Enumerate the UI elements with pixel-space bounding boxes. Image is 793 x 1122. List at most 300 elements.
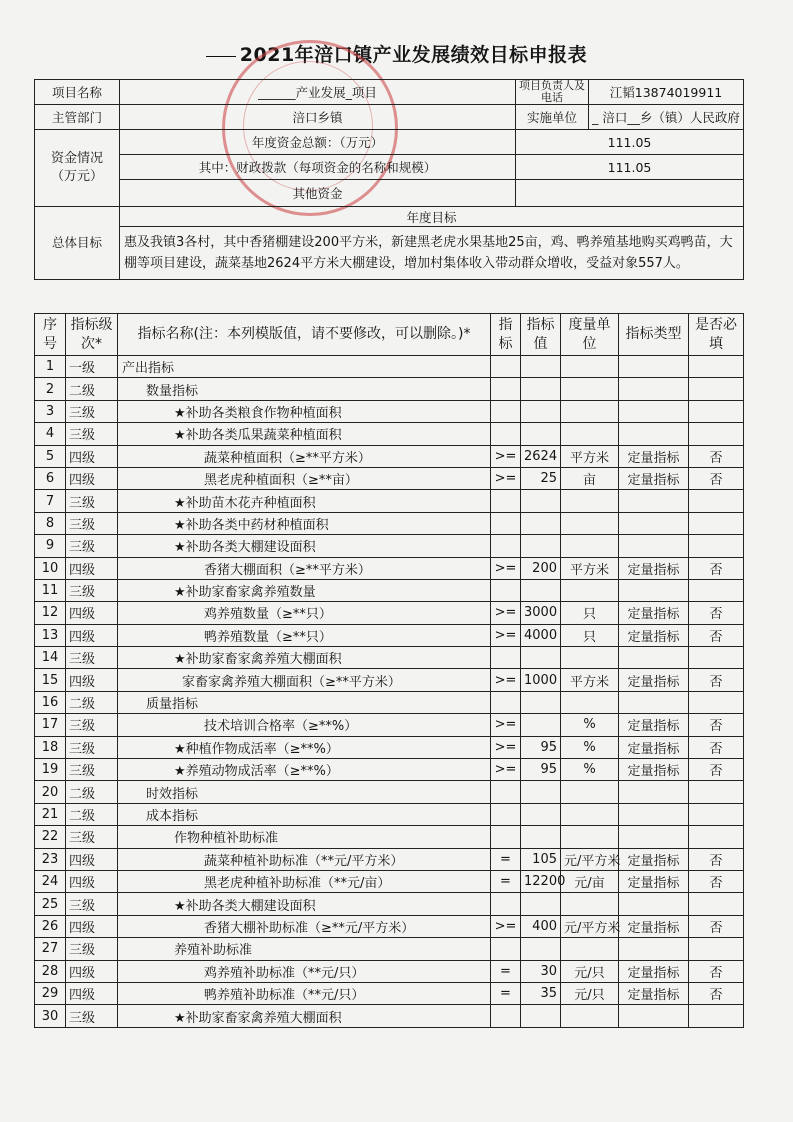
- row-op: [491, 423, 521, 445]
- row-name: 鸭养殖补助标准（**元/只）: [118, 982, 491, 1004]
- row-value: 4000: [521, 624, 561, 646]
- row-op: [491, 512, 521, 534]
- row-type: [619, 423, 689, 445]
- row-op: >=: [491, 669, 521, 691]
- row-op: >=: [491, 557, 521, 579]
- row-value: [521, 356, 561, 378]
- row-value: 1000: [521, 669, 561, 691]
- row-unit: [561, 691, 619, 713]
- row-seq: 20: [35, 781, 66, 803]
- fund-other-value: [516, 180, 744, 207]
- row-name: 作物种植补助标准: [118, 826, 491, 848]
- table-row: [35, 982, 744, 1004]
- project-info-table: [34, 79, 744, 280]
- row-op: [491, 490, 521, 512]
- row-level: 三级: [66, 423, 118, 445]
- row-op: >=: [491, 602, 521, 624]
- row-type: [619, 803, 689, 825]
- row-name: 黑老虎种植面积（≥**亩）: [118, 467, 491, 489]
- row-name: 数量指标: [118, 378, 491, 400]
- row-seq: 14: [35, 647, 66, 669]
- row-unit: [561, 535, 619, 557]
- dept-label: 主管部门: [35, 105, 120, 130]
- row-seq: 2: [35, 378, 66, 400]
- row-unit: [561, 579, 619, 601]
- table-header-row: [35, 314, 744, 356]
- col-required: 是否必填: [689, 314, 744, 356]
- row-type: 定量指标: [619, 759, 689, 781]
- row-op: [491, 826, 521, 848]
- row-value: [521, 490, 561, 512]
- row-op: >=: [491, 445, 521, 467]
- row-unit: 元/亩: [561, 870, 619, 892]
- row-seq: 22: [35, 826, 66, 848]
- row-value: 95: [521, 736, 561, 758]
- row-name: ★种植作物成活率（≥**%）: [118, 736, 491, 758]
- row-unit: 元/只: [561, 960, 619, 982]
- fund-total-value: 111.05: [516, 130, 744, 155]
- row-op: [491, 1005, 521, 1027]
- row-required: 否: [689, 557, 744, 579]
- row-level: 四级: [66, 960, 118, 982]
- row-unit: [561, 781, 619, 803]
- row-required: 否: [689, 870, 744, 892]
- row-op: >=: [491, 467, 521, 489]
- row-seq: 8: [35, 512, 66, 534]
- row-value: [521, 714, 561, 736]
- row-level: 一级: [66, 356, 118, 378]
- row-unit: [561, 893, 619, 915]
- table-row: [35, 512, 744, 534]
- row-name: 香猪大棚面积（≥**平方米）: [118, 557, 491, 579]
- row-name: 鸭养殖数量（≥**只）: [118, 624, 491, 646]
- row-seq: 25: [35, 893, 66, 915]
- row-value: [521, 512, 561, 534]
- row-level: 三级: [66, 893, 118, 915]
- row-name: 产出指标: [118, 356, 491, 378]
- row-type: [619, 356, 689, 378]
- row-level: 四级: [66, 870, 118, 892]
- table-row: [35, 826, 744, 848]
- title-text: 2021年涪口镇产业发展绩效目标申报表: [239, 44, 588, 66]
- row-required: 否: [689, 467, 744, 489]
- table-row: [35, 893, 744, 915]
- row-unit: [561, 803, 619, 825]
- row-level: 三级: [66, 535, 118, 557]
- row-unit: [561, 647, 619, 669]
- row-seq: 28: [35, 960, 66, 982]
- row-value: [521, 579, 561, 601]
- row-level: 四级: [66, 602, 118, 624]
- row-seq: 16: [35, 691, 66, 713]
- row-seq: 19: [35, 759, 66, 781]
- fund-label: 资金情况（万元）: [35, 130, 120, 207]
- table-row: [35, 445, 744, 467]
- row-name: 香猪大棚补助标准（≥**元/平方米）: [118, 915, 491, 937]
- table-row: [35, 803, 744, 825]
- table-row: [35, 848, 744, 870]
- row-type: 定量指标: [619, 870, 689, 892]
- row-value: [521, 893, 561, 915]
- row-required: [689, 535, 744, 557]
- col-seq: 序号: [35, 314, 66, 356]
- row-seq: 13: [35, 624, 66, 646]
- row-level: 四级: [66, 982, 118, 1004]
- row-level: 三级: [66, 714, 118, 736]
- table-row: [35, 647, 744, 669]
- row-level: 四级: [66, 557, 118, 579]
- row-value: [521, 1005, 561, 1027]
- row-unit: [561, 512, 619, 534]
- row-required: 否: [689, 848, 744, 870]
- col-level: 指标级次*: [66, 314, 118, 356]
- row-seq: 27: [35, 938, 66, 960]
- row-level: 三级: [66, 826, 118, 848]
- row-required: [689, 803, 744, 825]
- row-seq: 26: [35, 915, 66, 937]
- row-required: 否: [689, 602, 744, 624]
- row-level: 二级: [66, 803, 118, 825]
- row-required: 否: [689, 714, 744, 736]
- row-name: 鸡养殖数量（≥**只）: [118, 602, 491, 624]
- row-level: 三级: [66, 512, 118, 534]
- row-name: 蔬菜种植补助标准（**元/平方米）: [118, 848, 491, 870]
- row-unit: 平方米: [561, 557, 619, 579]
- row-value: [521, 781, 561, 803]
- row-seq: 6: [35, 467, 66, 489]
- table-row: [35, 669, 744, 691]
- table-row: [35, 781, 744, 803]
- row-op: >=: [491, 915, 521, 937]
- row-value: 3000: [521, 602, 561, 624]
- table-row: [35, 960, 744, 982]
- row-unit: [561, 423, 619, 445]
- table-row: [35, 400, 744, 422]
- row-name: ★养殖动物成活率（≥**%）: [118, 759, 491, 781]
- row-type: 定量指标: [619, 467, 689, 489]
- row-required: [689, 893, 744, 915]
- row-unit: 只: [561, 602, 619, 624]
- table-row: [35, 736, 744, 758]
- row-unit: [561, 400, 619, 422]
- row-value: [521, 400, 561, 422]
- row-name: ★补助苗木花卉种植面积: [118, 490, 491, 512]
- row-seq: 9: [35, 535, 66, 557]
- row-required: [689, 938, 744, 960]
- row-op: [491, 356, 521, 378]
- row-name: ★补助各类大棚建设面积: [118, 893, 491, 915]
- row-seq: 1: [35, 356, 66, 378]
- row-level: 三级: [66, 579, 118, 601]
- row-level: 三级: [66, 400, 118, 422]
- row-level: 四级: [66, 624, 118, 646]
- row-name: 家畜家禽养殖大棚面积（≥**平方米）: [118, 669, 491, 691]
- project-name-label: 项目名称: [35, 80, 120, 105]
- row-name: ★补助家畜家禽养殖大棚面积: [118, 647, 491, 669]
- row-level: 四级: [66, 445, 118, 467]
- row-seq: 29: [35, 982, 66, 1004]
- row-unit: [561, 490, 619, 512]
- row-name: ★补助各类大棚建设面积: [118, 535, 491, 557]
- row-seq: 5: [35, 445, 66, 467]
- goal-head: 年度目标: [120, 207, 744, 227]
- col-value: 指标值: [521, 314, 561, 356]
- row-unit: %: [561, 759, 619, 781]
- row-level: 三级: [66, 1005, 118, 1027]
- row-op: [491, 579, 521, 601]
- row-type: [619, 647, 689, 669]
- row-required: 否: [689, 915, 744, 937]
- row-type: [619, 893, 689, 915]
- row-level: 四级: [66, 848, 118, 870]
- row-seq: 4: [35, 423, 66, 445]
- row-required: [689, 490, 744, 512]
- impl-value: _ 涪口__乡（镇）人民政府: [589, 105, 744, 130]
- row-required: [689, 400, 744, 422]
- title-blank: [206, 56, 236, 57]
- row-seq: 15: [35, 669, 66, 691]
- row-unit: 元/平方米: [561, 848, 619, 870]
- row-name: 质量指标: [118, 691, 491, 713]
- row-level: 四级: [66, 915, 118, 937]
- row-unit: 只: [561, 624, 619, 646]
- table-row: [35, 490, 744, 512]
- table-row: [35, 691, 744, 713]
- row-seq: 17: [35, 714, 66, 736]
- row-unit: 平方米: [561, 445, 619, 467]
- row-level: 四级: [66, 669, 118, 691]
- row-unit: [561, 1005, 619, 1027]
- col-type: 指标类型: [619, 314, 689, 356]
- row-op: =: [491, 982, 521, 1004]
- goal-side-label: 总体目标: [35, 207, 120, 280]
- row-value: 12200: [521, 870, 561, 892]
- row-name: 鸡养殖补助标准（**元/只）: [118, 960, 491, 982]
- row-required: [689, 356, 744, 378]
- row-value: [521, 691, 561, 713]
- row-value: [521, 535, 561, 557]
- table-row: [35, 1005, 744, 1027]
- row-op: =: [491, 960, 521, 982]
- row-name: ★补助各类瓜果蔬菜种植面积: [118, 423, 491, 445]
- row-unit: [561, 356, 619, 378]
- row-seq: 24: [35, 870, 66, 892]
- row-op: >=: [491, 714, 521, 736]
- row-type: 定量指标: [619, 915, 689, 937]
- row-name: 黑老虎种植补助标准（**元/亩）: [118, 870, 491, 892]
- table-row: [35, 579, 744, 601]
- row-type: 定量指标: [619, 624, 689, 646]
- fund-other-label: 其他资金: [120, 180, 516, 207]
- row-value: 200: [521, 557, 561, 579]
- row-required: 否: [689, 759, 744, 781]
- fund-fiscal-label: 其中：财政拨款（每项资金的名称和规模）: [120, 155, 516, 180]
- row-level: 二级: [66, 378, 118, 400]
- row-unit: [561, 826, 619, 848]
- fund-fiscal-value: 111.05: [516, 155, 744, 180]
- row-type: [619, 535, 689, 557]
- row-type: 定量指标: [619, 445, 689, 467]
- col-name: 指标名称(注：本列模版值，请不要修改，可以删除。)*: [118, 314, 491, 356]
- row-type: [619, 781, 689, 803]
- row-op: [491, 938, 521, 960]
- row-seq: 23: [35, 848, 66, 870]
- table-row: [35, 356, 744, 378]
- dept-value: 涪口乡镇: [120, 105, 516, 130]
- row-unit: %: [561, 736, 619, 758]
- row-name: 养殖补助标准: [118, 938, 491, 960]
- row-value: 30: [521, 960, 561, 982]
- row-unit: %: [561, 714, 619, 736]
- row-type: [619, 691, 689, 713]
- row-required: 否: [689, 982, 744, 1004]
- row-op: [491, 893, 521, 915]
- row-value: 35: [521, 982, 561, 1004]
- row-type: 定量指标: [619, 714, 689, 736]
- row-value: 95: [521, 759, 561, 781]
- row-type: [619, 1005, 689, 1027]
- row-name: 成本指标: [118, 803, 491, 825]
- row-type: 定量指标: [619, 669, 689, 691]
- col-op: 指标: [491, 314, 521, 356]
- row-unit: [561, 378, 619, 400]
- row-required: [689, 781, 744, 803]
- row-type: [619, 938, 689, 960]
- row-name: 蔬菜种植面积（≥**平方米）: [118, 445, 491, 467]
- row-seq: 12: [35, 602, 66, 624]
- row-required: [689, 378, 744, 400]
- table-row: [35, 938, 744, 960]
- row-op: [491, 400, 521, 422]
- row-value: 2624: [521, 445, 561, 467]
- row-type: 定量指标: [619, 736, 689, 758]
- row-op: >=: [491, 759, 521, 781]
- row-op: [491, 781, 521, 803]
- row-required: 否: [689, 445, 744, 467]
- table-row: [35, 535, 744, 557]
- row-name: 时效指标: [118, 781, 491, 803]
- row-unit: 亩: [561, 467, 619, 489]
- row-op: =: [491, 870, 521, 892]
- fund-total-label: 年度资金总额：（万元）: [120, 130, 516, 155]
- row-unit: 平方米: [561, 669, 619, 691]
- row-seq: 18: [35, 736, 66, 758]
- row-unit: [561, 938, 619, 960]
- impl-label: 实施单位: [516, 105, 589, 130]
- row-type: [619, 512, 689, 534]
- row-type: 定量指标: [619, 960, 689, 982]
- table-row: [35, 624, 744, 646]
- row-type: [619, 826, 689, 848]
- row-required: 否: [689, 960, 744, 982]
- table-row: [35, 759, 744, 781]
- row-value: [521, 647, 561, 669]
- row-type: 定量指标: [619, 982, 689, 1004]
- row-type: 定量指标: [619, 602, 689, 624]
- row-op: [491, 691, 521, 713]
- table-row: [35, 557, 744, 579]
- row-name: ★补助各类中药材种植面积: [118, 512, 491, 534]
- row-type: 定量指标: [619, 848, 689, 870]
- row-level: 三级: [66, 736, 118, 758]
- row-required: [689, 691, 744, 713]
- row-name: ★补助各类粮食作物种植面积: [118, 400, 491, 422]
- row-type: 定量指标: [619, 557, 689, 579]
- indicator-table: [34, 313, 744, 1028]
- leader-label: 项目负责人及电话: [516, 80, 589, 105]
- row-type: [619, 378, 689, 400]
- row-level: 三级: [66, 759, 118, 781]
- row-required: [689, 647, 744, 669]
- row-seq: 7: [35, 490, 66, 512]
- table-row: [35, 378, 744, 400]
- table-row: [35, 602, 744, 624]
- row-unit: 元/只: [561, 982, 619, 1004]
- row-unit: 元/平方米: [561, 915, 619, 937]
- row-type: [619, 579, 689, 601]
- page-title: [0, 40, 793, 67]
- row-required: [689, 1005, 744, 1027]
- leader-value: 江韬13874019911: [589, 80, 744, 105]
- table-row: [35, 467, 744, 489]
- row-required: [689, 579, 744, 601]
- row-op: >=: [491, 736, 521, 758]
- row-type: [619, 490, 689, 512]
- row-name: ★补助家畜家禽养殖数量: [118, 579, 491, 601]
- row-name: ★补助家畜家禽养殖大棚面积: [118, 1005, 491, 1027]
- row-level: 三级: [66, 647, 118, 669]
- row-op: [491, 803, 521, 825]
- project-name-value: ______产业发展_项目: [120, 80, 516, 105]
- row-required: [689, 826, 744, 848]
- row-seq: 21: [35, 803, 66, 825]
- col-unit: 度量单位: [561, 314, 619, 356]
- row-op: >=: [491, 624, 521, 646]
- row-seq: 3: [35, 400, 66, 422]
- row-seq: 30: [35, 1005, 66, 1027]
- row-value: 25: [521, 467, 561, 489]
- table-row: [35, 915, 744, 937]
- row-value: 400: [521, 915, 561, 937]
- row-required: 否: [689, 669, 744, 691]
- row-required: 否: [689, 736, 744, 758]
- row-level: 三级: [66, 938, 118, 960]
- row-required: [689, 512, 744, 534]
- row-op: [491, 378, 521, 400]
- row-value: [521, 938, 561, 960]
- row-value: [521, 826, 561, 848]
- row-type: [619, 400, 689, 422]
- row-op: [491, 647, 521, 669]
- goal-text: 惠及我镇3各村，其中香猪棚建设200平方米，新建黑老虎水果基地25亩，鸡、鸭养殖基地购买鸡鸭苗，大棚等项目建设，蔬菜基地2624平方米大棚建设，增加村集体收入带动群众增收，受益对象557人。: [120, 227, 744, 280]
- table-row: [35, 714, 744, 736]
- row-level: 二级: [66, 691, 118, 713]
- row-level: 三级: [66, 490, 118, 512]
- row-seq: 11: [35, 579, 66, 601]
- row-value: [521, 803, 561, 825]
- row-seq: 10: [35, 557, 66, 579]
- row-op: =: [491, 848, 521, 870]
- table-row: [35, 423, 744, 445]
- row-value: [521, 378, 561, 400]
- row-op: [491, 535, 521, 557]
- row-level: 四级: [66, 467, 118, 489]
- table-row: [35, 870, 744, 892]
- row-level: 二级: [66, 781, 118, 803]
- row-value: [521, 423, 561, 445]
- row-required: 否: [689, 624, 744, 646]
- row-value: 105: [521, 848, 561, 870]
